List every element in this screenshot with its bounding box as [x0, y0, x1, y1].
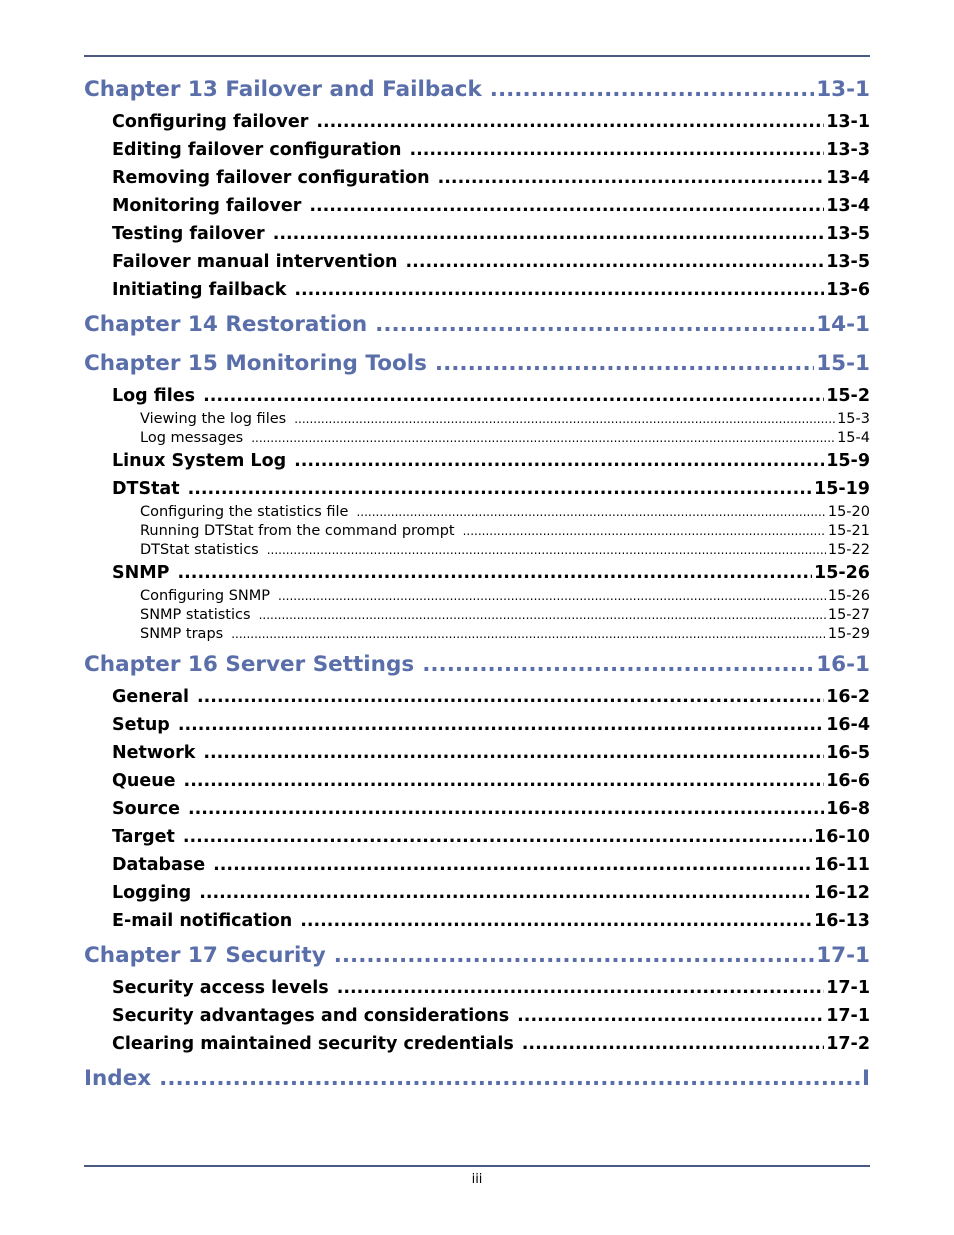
toc-entry-page: 15-26 [827, 588, 870, 605]
toc-section-entry[interactable] [84, 823, 870, 851]
page-number: iii [471, 1172, 483, 1187]
toc-section-entry[interactable] [84, 192, 870, 220]
toc-entry-title: SNMP statistics [140, 607, 251, 624]
toc-entry-page: 13-1 [816, 77, 870, 102]
toc-entry-page: 17-1 [826, 1005, 870, 1026]
dot-leader [435, 346, 814, 382]
toc-entry-page: 15-1 [816, 351, 870, 376]
dot-leader [159, 1061, 860, 1097]
toc-entry-title: Failover manual intervention [112, 252, 398, 272]
toc-entry-page: 15-9 [826, 451, 870, 472]
toc-entry-title: DTStat [112, 479, 180, 500]
toc-entry-title: E-mail notification [112, 910, 293, 931]
toc-entry-title: Running DTStat from the command prompt [140, 523, 455, 540]
toc-section-entry[interactable] [84, 1002, 870, 1030]
toc-chapter-entry[interactable] [84, 72, 870, 108]
toc-entry-title: Log messages [140, 429, 244, 446]
toc-entry-title: Editing failover configuration [112, 140, 402, 160]
toc-entry-page: 17-1 [826, 977, 870, 998]
toc-entry-title: Chapter 16 Server Settings [84, 651, 415, 677]
dot-leader [213, 851, 812, 879]
toc-section-entry[interactable] [84, 382, 870, 410]
toc-entry-title: Monitoring failover [112, 196, 302, 216]
dot-leader [463, 522, 826, 541]
dot-leader [522, 1030, 824, 1058]
dot-leader [178, 711, 824, 739]
footer-rule [84, 1165, 870, 1167]
toc-section-entry[interactable] [84, 248, 870, 276]
toc-entry-page: 16-10 [814, 826, 870, 847]
toc-entry-page: 15-20 [827, 504, 870, 521]
dot-leader [490, 72, 814, 108]
toc-section-entry[interactable] [84, 851, 870, 879]
toc-entry-title: Chapter 14 Restoration [84, 312, 368, 337]
toc-entry-title: Log files [112, 386, 196, 406]
toc-entry-page: 13-5 [826, 252, 870, 272]
toc-entry-page: 15-19 [814, 479, 870, 500]
toc-entry-title: Index [84, 1065, 152, 1091]
toc-entry-page: 17-2 [826, 1033, 870, 1054]
dot-leader [188, 795, 824, 823]
toc-entry-page: 15-3 [837, 411, 870, 427]
toc-entry-title: Configuring failover [112, 112, 309, 132]
toc-section-entry[interactable] [84, 683, 870, 711]
toc-entry-title: Security advantages and considerations [112, 1005, 510, 1026]
toc-section-entry[interactable] [84, 108, 870, 136]
table-of-contents [84, 72, 870, 1097]
toc-entry-title: Chapter 15 Monitoring Tools [84, 351, 427, 376]
toc-entry-title: Configuring the statistics file [140, 504, 349, 521]
dot-leader [203, 739, 824, 767]
toc-entry-page: 15-2 [826, 386, 870, 406]
dot-leader [438, 164, 825, 192]
toc-entry-page: 15-4 [837, 429, 870, 446]
toc-section-entry[interactable] [84, 711, 870, 739]
toc-entry-page: 16-13 [814, 910, 870, 931]
toc-entry-title: Initiating failback [112, 280, 287, 300]
toc-entry-page: 16-1 [816, 651, 870, 677]
toc-entry-title: Testing failover [112, 224, 265, 244]
toc-chapter-entry[interactable] [84, 307, 870, 343]
toc-section-entry[interactable] [84, 164, 870, 192]
toc-section-entry[interactable] [84, 795, 870, 823]
dot-leader [334, 938, 814, 974]
dot-leader [267, 541, 826, 560]
dot-leader [517, 1002, 824, 1030]
toc-entry-title: Logging [112, 882, 192, 903]
dot-leader [337, 974, 824, 1002]
toc-sub-entry[interactable] [84, 587, 870, 606]
toc-sub-entry[interactable] [84, 522, 870, 541]
toc-entry-page: 13-1 [826, 112, 870, 132]
toc-entry-title: Queue [112, 770, 176, 791]
toc-entry-title: Source [112, 798, 180, 819]
toc-section-entry[interactable] [84, 739, 870, 767]
toc-sub-entry[interactable] [84, 625, 870, 644]
toc-entry-title: Setup [112, 714, 170, 735]
dot-leader [409, 136, 824, 164]
dot-leader [251, 429, 835, 448]
toc-section-entry[interactable] [84, 447, 870, 475]
toc-entry-title: General [112, 686, 189, 707]
toc-entry-page: 16-5 [826, 742, 870, 763]
toc-section-entry[interactable] [84, 136, 870, 164]
dot-leader [184, 767, 825, 795]
header-rule [84, 55, 870, 57]
dot-leader [259, 606, 826, 625]
toc-entry-page: I [862, 1065, 870, 1091]
toc-entry-page: 15-29 [827, 625, 870, 642]
dot-leader [294, 410, 835, 429]
toc-sub-entry[interactable] [84, 503, 870, 522]
toc-entry-title: DTStat statistics [140, 541, 259, 558]
toc-entry-title: Chapter 13 Failover and Failback [84, 77, 482, 102]
toc-entry-page: 16-4 [826, 714, 870, 735]
toc-entry-page: 15-27 [827, 607, 870, 624]
dot-leader [188, 475, 812, 503]
dot-leader [294, 276, 824, 304]
dot-leader [197, 683, 824, 711]
toc-entry-page: 13-5 [826, 224, 870, 244]
toc-entry-title: Target [112, 826, 175, 847]
toc-entry-page: 16-11 [814, 854, 870, 875]
toc-entry-page: 13-4 [826, 196, 870, 216]
dot-leader [203, 382, 824, 410]
dot-leader [273, 220, 825, 248]
dot-leader [300, 907, 812, 935]
toc-entry-page: 13-3 [826, 140, 870, 160]
dot-leader [199, 879, 812, 907]
toc-entry-title: Chapter 17 Security [84, 942, 326, 968]
toc-sub-entry[interactable] [84, 429, 870, 448]
toc-entry-page: 16-12 [814, 882, 870, 903]
toc-entry-title: Linux System Log [112, 451, 287, 472]
toc-section-entry[interactable] [84, 276, 870, 304]
toc-entry-title: Network [112, 742, 196, 763]
toc-entry-title: SNMP traps [140, 625, 224, 642]
dot-leader [294, 447, 824, 475]
toc-section-entry[interactable] [84, 220, 870, 248]
toc-section-entry[interactable] [84, 475, 870, 503]
dot-leader [183, 823, 812, 851]
toc-entry-page: 15-26 [814, 563, 870, 584]
toc-section-entry[interactable] [84, 974, 870, 1002]
toc-entry-title: Clearing maintained security credentials [112, 1033, 514, 1054]
toc-chapter-entry[interactable] [84, 938, 870, 974]
dot-leader [422, 647, 814, 683]
toc-entry-page: 13-4 [826, 168, 870, 188]
toc-entry-page: 14-1 [816, 312, 870, 337]
dot-leader [178, 559, 813, 587]
toc-sub-entry[interactable] [84, 606, 870, 625]
toc-entry-page: 17-1 [816, 942, 870, 968]
toc-sub-entry[interactable] [84, 541, 870, 560]
dot-leader [356, 503, 825, 522]
toc-entry-page: 15-22 [827, 541, 870, 558]
toc-section-entry[interactable] [84, 879, 870, 907]
toc-entry-title: Database [112, 854, 206, 875]
toc-entry-page: 16-8 [826, 798, 870, 819]
toc-entry-page: 13-6 [826, 280, 870, 300]
toc-chapter-entry[interactable] [84, 346, 870, 382]
dot-leader [309, 192, 824, 220]
dot-leader [316, 108, 824, 136]
dot-leader [278, 587, 826, 606]
toc-entry-title: Removing failover configuration [112, 168, 430, 188]
toc-chapter-entry[interactable] [84, 1061, 870, 1097]
toc-entry-title: Viewing the log files [140, 411, 287, 427]
toc-chapter-entry[interactable] [84, 647, 870, 683]
toc-entry-page: 16-2 [826, 686, 870, 707]
dot-leader [406, 248, 825, 276]
toc-entry-title: SNMP [112, 563, 170, 584]
toc-section-entry[interactable] [84, 767, 870, 795]
toc-section-entry[interactable] [84, 559, 870, 587]
dot-leader [375, 307, 814, 343]
dot-leader [231, 625, 826, 644]
toc-entry-title: Security access levels [112, 977, 329, 998]
toc-section-entry[interactable] [84, 1030, 870, 1058]
toc-sub-entry[interactable] [84, 410, 870, 429]
toc-entry-title: Configuring SNMP [140, 588, 271, 605]
toc-entry-page: 15-21 [827, 523, 870, 540]
toc-entry-page: 16-6 [826, 770, 870, 791]
toc-section-entry[interactable] [84, 907, 870, 935]
